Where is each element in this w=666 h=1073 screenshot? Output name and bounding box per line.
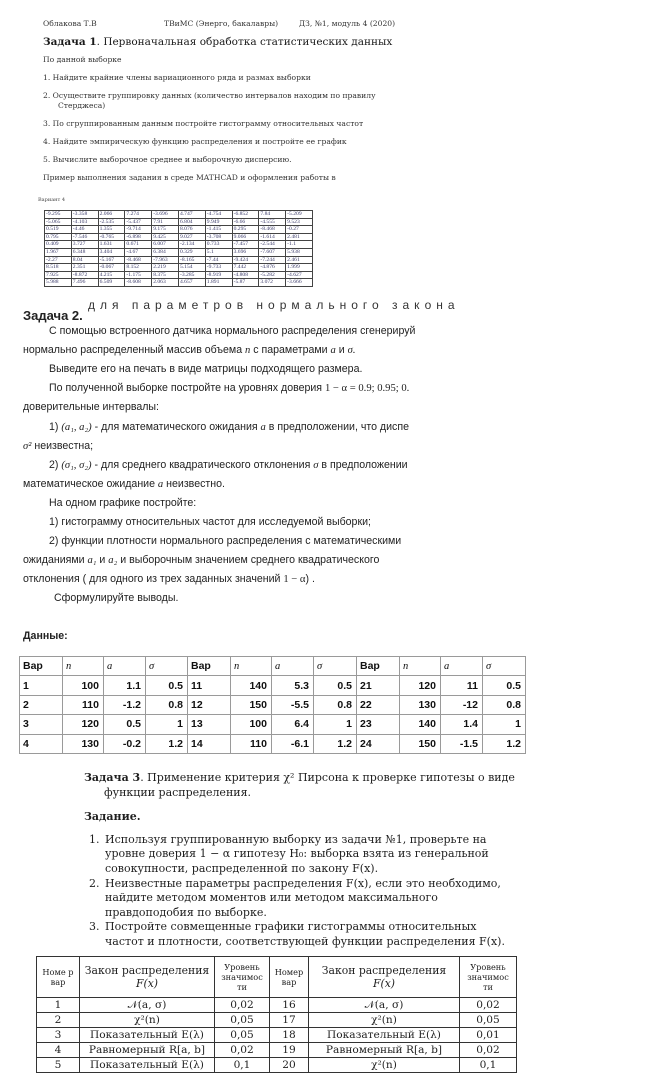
table-cell: 22 bbox=[357, 695, 400, 714]
table-cell: 3.404 bbox=[98, 248, 125, 256]
table-cell: 1.967 bbox=[45, 248, 72, 256]
table-row bbox=[45, 256, 313, 264]
table-cell: 130 bbox=[400, 695, 441, 714]
table-cell: -1.2 bbox=[104, 695, 146, 714]
table-cell: -5.437 bbox=[125, 218, 152, 226]
table-row bbox=[37, 1013, 517, 1028]
table-cell: χ²(n) bbox=[80, 1013, 215, 1028]
table-cell: 16 bbox=[270, 998, 309, 1013]
column-header: a bbox=[441, 657, 483, 676]
table-cell: -3.696 bbox=[152, 211, 179, 219]
column-header: σ bbox=[483, 657, 526, 676]
table-row bbox=[45, 211, 313, 219]
task2-plot2a: 2) функции плотности нормального распределения с математическими bbox=[49, 535, 402, 547]
table-cell: 6.4 bbox=[272, 715, 314, 734]
table-cell: 8.076 bbox=[178, 226, 205, 234]
table-row bbox=[45, 248, 313, 256]
item-1-line-1: Используя группированную выборку из задачи №1, проверьте на bbox=[105, 833, 487, 846]
table-cell: -4.67 bbox=[125, 248, 152, 256]
table-cell: 0.8 bbox=[146, 695, 188, 714]
table-cell: -0.27 bbox=[286, 226, 313, 234]
table-cell: 𝒩(a, σ) bbox=[80, 998, 215, 1013]
table-cell: χ²(n) bbox=[309, 1013, 460, 1028]
table-cell: -9.295 bbox=[45, 211, 72, 219]
task1-item-5: 5. Вычислите выборочное среднее и выборочную дисперсию. bbox=[43, 155, 292, 164]
table-cell: 2.481 bbox=[286, 233, 313, 241]
table-cell: 100 bbox=[63, 676, 104, 695]
table-cell: 8.518 bbox=[45, 264, 72, 272]
table-cell: -2.134 bbox=[178, 241, 205, 249]
table-cell: 9.066 bbox=[232, 233, 259, 241]
table-cell: 2.351 bbox=[71, 264, 98, 272]
table-cell: -0.067 bbox=[98, 264, 125, 272]
task2-ci2-line2: математическое ожидание a неизвестно. bbox=[23, 478, 225, 490]
col-law: Закон распределения F(x) bbox=[80, 957, 215, 998]
task1-item-2: 2. Осуществите группировку данных (количество интервалов находим по правилу bbox=[43, 91, 376, 100]
task1-item-3: 3. По сгруппированным данным постройте гистограмму относительных частот bbox=[43, 119, 364, 128]
table-row bbox=[37, 1058, 517, 1073]
table-cell: 8.04 bbox=[71, 256, 98, 264]
table-cell: 0,02 bbox=[215, 1043, 270, 1058]
table-cell: 0.733 bbox=[205, 241, 232, 249]
table-cell: 0.5 bbox=[483, 676, 526, 695]
table-cell: 9.175 bbox=[152, 226, 179, 234]
table-cell: 9.027 bbox=[178, 233, 205, 241]
table-cell: 130 bbox=[63, 734, 104, 753]
table-cell: -7.44 bbox=[205, 256, 232, 264]
table-cell: -12 bbox=[441, 695, 483, 714]
table-cell: 1.999 bbox=[286, 264, 313, 272]
table-cell: -1.1 bbox=[286, 241, 313, 249]
task2-p1b: нормально распределенный массив объема n с параметрами a и σ. bbox=[23, 344, 356, 356]
table-cell: -1.415 bbox=[205, 226, 232, 234]
table-cell: -0.765 bbox=[98, 233, 125, 241]
col-law-2: Закон распределения F(x) bbox=[309, 957, 460, 998]
table-cell: 8.152 bbox=[125, 264, 152, 272]
table-cell: 7.496 bbox=[71, 279, 98, 287]
table-cell: 1.631 bbox=[98, 241, 125, 249]
item-2-line-3: правдоподобия по выборке. bbox=[105, 906, 267, 919]
task2-p2: Выведите его на печать в виде матрицы подходящего размера. bbox=[49, 363, 363, 375]
table-cell: -0.2 bbox=[104, 734, 146, 753]
col-level-2: Уровень значимос ти bbox=[460, 957, 517, 998]
table-cell: 23 bbox=[357, 715, 400, 734]
table-cell: -4.103 bbox=[71, 218, 98, 226]
table-cell: -4.808 bbox=[232, 271, 259, 279]
task3-title-line2: функции распределения. bbox=[104, 786, 252, 799]
table-cell: 100 bbox=[231, 715, 272, 734]
task2-plot1: 1) гистограмму относительных частот для исследуемой выборки; bbox=[49, 516, 371, 528]
table-cell: 1.4 bbox=[441, 715, 483, 734]
table-cell: -3.358 bbox=[71, 211, 98, 219]
table-cell: 150 bbox=[231, 695, 272, 714]
table-cell: 1 bbox=[146, 715, 188, 734]
table-cell: -7.457 bbox=[232, 241, 259, 249]
table-cell: 5.154 bbox=[178, 264, 205, 272]
table-cell: 13 bbox=[188, 715, 231, 734]
table-cell: -5.5 bbox=[272, 695, 314, 714]
table-row bbox=[20, 734, 526, 753]
data-label: Данные: bbox=[23, 630, 68, 642]
item-3-line-2: частот и плотности, соответствующей функции распределения F(x). bbox=[105, 935, 505, 948]
table-cell: 5 bbox=[37, 1058, 80, 1073]
assignment-label: Задание. bbox=[84, 810, 141, 823]
column-header: Вар bbox=[20, 657, 63, 676]
table-header-row bbox=[37, 957, 517, 998]
table-cell: 9.949 bbox=[205, 218, 232, 226]
table-cell: 2.066 bbox=[98, 211, 125, 219]
header-course: ТВиМС (Энерго, бакалавры) bbox=[164, 19, 279, 28]
table-cell: 8.375 bbox=[152, 271, 179, 279]
table-row bbox=[20, 695, 526, 714]
table-cell: 0,05 bbox=[215, 1013, 270, 1028]
task2-p3b: доверительные интервалы: bbox=[23, 401, 159, 413]
table-cell: 7.442 bbox=[232, 264, 259, 272]
task2-title: Задача 2. bbox=[23, 308, 83, 323]
table-cell: -8.919 bbox=[205, 271, 232, 279]
cut-off-text: для параметров нормального закона bbox=[88, 298, 460, 312]
table-cell: 2 bbox=[37, 1013, 80, 1028]
col-variant-number: Номе р вар bbox=[37, 957, 80, 998]
col-level: Уровень значимос ти bbox=[215, 957, 270, 998]
item-3-number: 3. bbox=[89, 920, 100, 933]
table-cell: -5.87 bbox=[232, 279, 259, 287]
task2-plot-intro: На одном графике постройте: bbox=[49, 497, 197, 509]
table-cell: 9.523 bbox=[286, 218, 313, 226]
table-cell: 1 bbox=[20, 676, 63, 695]
table-cell: 0,01 bbox=[460, 1028, 517, 1043]
table-cell: 6.509 bbox=[98, 279, 125, 287]
item-2-number: 2. bbox=[89, 877, 100, 890]
task2-p1a: С помощью встроенного датчика нормального распределения сгенерируй bbox=[49, 325, 416, 337]
table-row bbox=[37, 1043, 517, 1058]
table-cell: 1.2 bbox=[146, 734, 188, 753]
table-cell: 1 bbox=[37, 998, 80, 1013]
table-row bbox=[45, 279, 313, 287]
item-1-number: 1. bbox=[89, 833, 100, 846]
table-cell: 3 bbox=[37, 1028, 80, 1043]
table-cell: -8.872 bbox=[71, 271, 98, 279]
table-cell: Показательный E(λ) bbox=[80, 1028, 215, 1043]
item-3-line-1: Постройте совмещенные графики гистограммы относительных bbox=[105, 920, 477, 933]
table-cell: 150 bbox=[400, 734, 441, 753]
table-cell: 4 bbox=[37, 1043, 80, 1058]
table-cell: 3.727 bbox=[71, 241, 98, 249]
task1-item-2-cont: Стерджеса) bbox=[58, 101, 106, 110]
table-cell: 2.219 bbox=[152, 264, 179, 272]
item-2-line-1: Неизвестные параметры распределения F(x), если это необходимо, bbox=[105, 877, 501, 890]
table-cell: -4.876 bbox=[259, 264, 286, 272]
column-header: n bbox=[400, 657, 441, 676]
table-cell: 110 bbox=[231, 734, 272, 753]
table-cell: Равномерный R[a, b] bbox=[309, 1043, 460, 1058]
task2-p3: По полученной выборке постройте на уровнях доверия 1 − α = 0.9; 0.95; 0. bbox=[49, 382, 410, 394]
table-cell: -3.666 bbox=[286, 279, 313, 287]
distribution-table bbox=[36, 956, 517, 1073]
table-cell: 2.063 bbox=[152, 279, 179, 287]
table-row bbox=[45, 241, 313, 249]
table-cell: 24 bbox=[357, 734, 400, 753]
table-cell: 0.5 bbox=[314, 676, 357, 695]
table-cell: 0,02 bbox=[460, 998, 517, 1013]
table-cell: 18 bbox=[270, 1028, 309, 1043]
table-row bbox=[37, 998, 517, 1013]
item-1-line-3: совокупности, распределенной по закону F(x). bbox=[105, 862, 379, 875]
table-cell: 120 bbox=[400, 676, 441, 695]
table-cell: 19 bbox=[270, 1043, 309, 1058]
table-cell: 1 bbox=[483, 715, 526, 734]
header-author: Облакова Т.В bbox=[43, 19, 97, 28]
task2-ci2: 2) (σ₁, σ₂) - для среднего квадратического отклонения σ в предположении bbox=[49, 459, 408, 471]
column-header: n bbox=[231, 657, 272, 676]
table-cell: 11 bbox=[441, 676, 483, 695]
table-cell: 20 bbox=[270, 1058, 309, 1073]
table-cell: -1.175 bbox=[125, 271, 152, 279]
table-cell: 21 bbox=[357, 676, 400, 695]
task2-ci1-line2: σ² неизвестна; bbox=[23, 440, 94, 452]
task1-intro: По данной выборке bbox=[43, 55, 122, 64]
column-header: Вар bbox=[357, 657, 400, 676]
table-cell: 7.274 bbox=[125, 211, 152, 219]
table-cell: 5.1 bbox=[205, 248, 232, 256]
table-cell: 1.891 bbox=[205, 279, 232, 287]
table-cell: 0.5 bbox=[104, 715, 146, 734]
table-cell: 0.5 bbox=[146, 676, 188, 695]
table-row bbox=[45, 271, 313, 279]
table-cell: 140 bbox=[400, 715, 441, 734]
table-cell: Равномерный R[a, b] bbox=[80, 1043, 215, 1058]
table-cell: -3.708 bbox=[205, 233, 232, 241]
table-cell: 0.795 bbox=[45, 233, 72, 241]
column-header: σ bbox=[314, 657, 357, 676]
parameters-table bbox=[19, 656, 526, 754]
table-cell: -5.209 bbox=[286, 211, 313, 219]
table-cell: -8.608 bbox=[125, 279, 152, 287]
table-cell: 4.747 bbox=[178, 211, 205, 219]
table-cell: 5.938 bbox=[286, 248, 313, 256]
table-cell: 6.007 bbox=[152, 241, 179, 249]
task2-conclusion: Сформулируйте выводы. bbox=[54, 592, 179, 604]
table-cell: χ²(n) bbox=[309, 1058, 460, 1073]
table-cell: 1 bbox=[314, 715, 357, 734]
table-cell: 6.804 bbox=[178, 218, 205, 226]
table-cell: 2 bbox=[20, 695, 63, 714]
table-cell: 140 bbox=[231, 676, 272, 695]
table-cell: 𝒩(a, σ) bbox=[309, 998, 460, 1013]
column-header: a bbox=[272, 657, 314, 676]
table-cell: 0.519 bbox=[45, 226, 72, 234]
table-cell: 0,02 bbox=[215, 998, 270, 1013]
table-cell: -4.627 bbox=[286, 271, 313, 279]
table-cell: 3.072 bbox=[259, 279, 286, 287]
table-cell: -6.66 bbox=[232, 218, 259, 226]
table-cell: -5.167 bbox=[98, 256, 125, 264]
table-cell: 14 bbox=[188, 734, 231, 753]
table-cell: -7.546 bbox=[71, 233, 98, 241]
variant-label: Вариант 4 bbox=[38, 197, 66, 203]
table-cell: 9.425 bbox=[152, 233, 179, 241]
table-row bbox=[45, 233, 313, 241]
table-row bbox=[45, 264, 313, 272]
task1-item-4: 4. Найдите эмпирическую функцию распределения и постройте ее график bbox=[43, 137, 347, 146]
table-cell: 6.348 bbox=[71, 248, 98, 256]
task1-example: Пример выполнения задания в среде MATHCAD и оформления работы в bbox=[43, 173, 336, 182]
table-cell: 4.215 bbox=[98, 271, 125, 279]
table-cell: -8.165 bbox=[178, 256, 205, 264]
table-cell: 1.2 bbox=[314, 734, 357, 753]
table-cell: Показательный E(λ) bbox=[309, 1028, 460, 1043]
table-cell: -2.535 bbox=[98, 218, 125, 226]
table-cell: 0.295 bbox=[232, 226, 259, 234]
table-cell: -5.065 bbox=[45, 218, 72, 226]
table-cell: 7.91 bbox=[152, 218, 179, 226]
table-cell: -8.468 bbox=[259, 226, 286, 234]
table-row bbox=[20, 715, 526, 734]
table-cell: -6.852 bbox=[232, 211, 259, 219]
table-cell: 0.8 bbox=[483, 695, 526, 714]
table-cell: 0.671 bbox=[125, 241, 152, 249]
table-cell: 110 bbox=[63, 695, 104, 714]
table-cell: 17 bbox=[270, 1013, 309, 1028]
task3-title: Задача 3. Применение критерия χ² Пирсона к проверке гипотезы о виде bbox=[84, 771, 515, 784]
table-cell: 7.925 bbox=[45, 271, 72, 279]
item-1-line-2: уровне доверия 1 − α гипотезу H₀: выборка взята из генеральной bbox=[105, 847, 489, 860]
table-cell: 2.461 bbox=[286, 256, 313, 264]
table-cell: -7.607 bbox=[259, 248, 286, 256]
table-cell: 7.84 bbox=[259, 211, 286, 219]
task1-item-1: 1. Найдите крайние члены вариационного ряда и размах выборки bbox=[43, 73, 311, 82]
table-cell: 0.329 bbox=[178, 248, 205, 256]
table-cell: -5.282 bbox=[259, 271, 286, 279]
table-cell: -7.963 bbox=[152, 256, 179, 264]
table-cell: 0,1 bbox=[215, 1058, 270, 1073]
table-cell: 4.657 bbox=[178, 279, 205, 287]
table-cell: -6.1 bbox=[272, 734, 314, 753]
column-header: Вар bbox=[188, 657, 231, 676]
table-cell: 1.2 bbox=[483, 734, 526, 753]
column-header: a bbox=[104, 657, 146, 676]
table-header-row bbox=[20, 657, 526, 676]
table-cell: -4.555 bbox=[259, 218, 286, 226]
table-cell: 6.384 bbox=[152, 248, 179, 256]
table-cell: -1.614 bbox=[259, 233, 286, 241]
table-cell: -8.468 bbox=[125, 256, 152, 264]
cut-line-fragment bbox=[43, 184, 163, 187]
table-row bbox=[45, 218, 313, 226]
table-cell: 0,1 bbox=[460, 1058, 517, 1073]
column-header: σ bbox=[146, 657, 188, 676]
table-row bbox=[37, 1028, 517, 1043]
task2-ci1: 1) (a₁, a₂) - для математического ожидания a в предположении, что диспе bbox=[49, 421, 409, 433]
table-cell: -9.733 bbox=[205, 264, 232, 272]
table-cell: -7.244 bbox=[259, 256, 286, 264]
header-assignment: ДЗ, №1, модуль 4 (2020) bbox=[299, 19, 396, 28]
table-cell: 0,02 bbox=[460, 1043, 517, 1058]
table-cell: 1.1 bbox=[104, 676, 146, 695]
table-cell: 3 bbox=[20, 715, 63, 734]
col-variant-number-2: Номер вар bbox=[270, 957, 309, 998]
table-cell: 1.355 bbox=[98, 226, 125, 234]
table-row bbox=[20, 676, 526, 695]
table-cell: 0,05 bbox=[215, 1028, 270, 1043]
table-cell: -9.714 bbox=[125, 226, 152, 234]
table-cell: Показательный E(λ) bbox=[80, 1058, 215, 1073]
task2-plot2b: ожиданиями a₁ и a₂ и выборочным значением среднего квадратического bbox=[23, 554, 380, 566]
table-cell: 5.3 bbox=[272, 676, 314, 695]
table-cell: 12 bbox=[188, 695, 231, 714]
table-cell: 11 bbox=[188, 676, 231, 695]
task2-plot2c: отклонения ( для одного из трех заданных значений 1 − α) . bbox=[23, 573, 315, 585]
table-cell: -1.5 bbox=[441, 734, 483, 753]
item-2-line-2: найдите методом моментов или методом максимального bbox=[105, 891, 438, 904]
table-cell: -4.754 bbox=[205, 211, 232, 219]
variant-data-table bbox=[44, 210, 313, 287]
table-cell: -2.544 bbox=[259, 241, 286, 249]
table-cell: -4.46 bbox=[71, 226, 98, 234]
column-header: n bbox=[63, 657, 104, 676]
table-cell: 3.696 bbox=[232, 248, 259, 256]
table-cell: 120 bbox=[63, 715, 104, 734]
table-cell: -6.898 bbox=[125, 233, 152, 241]
table-cell: 0,05 bbox=[460, 1013, 517, 1028]
table-row bbox=[45, 226, 313, 234]
table-cell: -9.424 bbox=[232, 256, 259, 264]
table-cell: -2.27 bbox=[45, 256, 72, 264]
table-cell: -3.285 bbox=[178, 271, 205, 279]
table-cell: 0.8 bbox=[314, 695, 357, 714]
task1-title: Задача 1. Первоначальная обработка статистических данных bbox=[43, 36, 393, 48]
table-cell: 4 bbox=[20, 734, 63, 753]
table-cell: 0.409 bbox=[45, 241, 72, 249]
table-cell: 5.988 bbox=[45, 279, 72, 287]
